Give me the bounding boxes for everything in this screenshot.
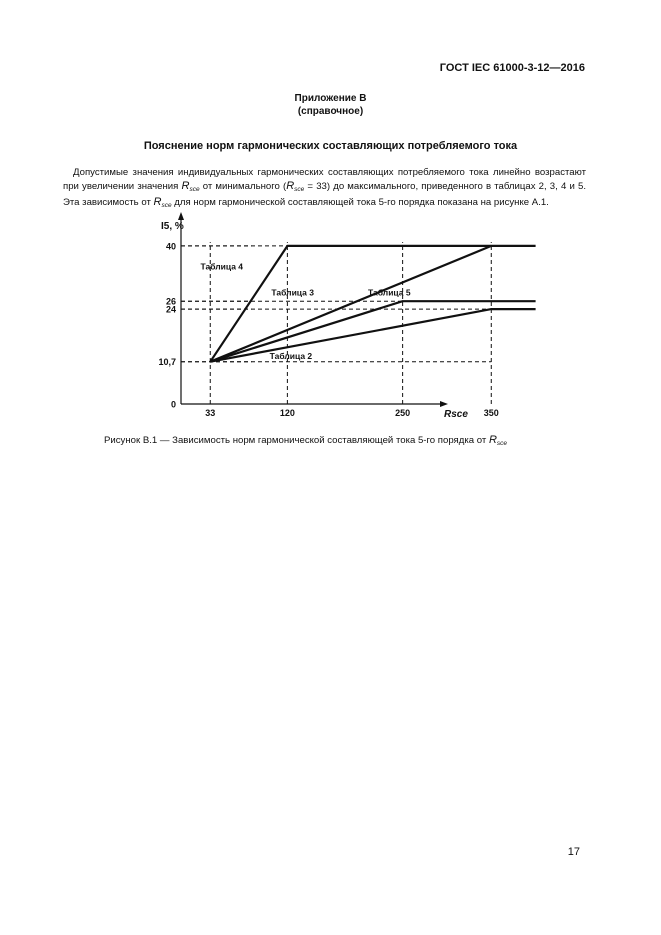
- x-tick-label: 250: [395, 408, 411, 418]
- section-title: Пояснение норм гармонических составляющих потребляемого тока: [143, 140, 518, 152]
- caption-text: Рисунок В.1 — Зависимость норм гармонической составляющей тока 5-го порядка от: [104, 435, 487, 446]
- series-line-1: [210, 246, 535, 362]
- appendix-title: Приложение В: [294, 93, 367, 104]
- paragraph-part-1: Допустимые значения индивидуальных гармонических составляющих потребляемого тока линейно возрастают при увеличении значения: [63, 167, 586, 192]
- paragraph-part-4: для норм гармонической составляющей тока 5-го порядка показана на рисунке А.1.: [174, 197, 549, 209]
- y-tick-label: 24: [165, 304, 176, 315]
- chart-axes: [178, 212, 448, 407]
- y-tick-label: 26: [165, 296, 176, 307]
- chart-ticks: [158, 221, 498, 420]
- series-label-2: Таблица 3: [271, 287, 314, 298]
- series-label-4: Таблица 2: [269, 350, 313, 361]
- chart-series-labels: [201, 262, 411, 361]
- y-tick-label: 10,7: [158, 357, 176, 368]
- r-symbol: $R_{sce}$: [488, 434, 508, 447]
- paragraph-part-2: от минимального (: [202, 180, 287, 192]
- y-tick-label: 0: [170, 399, 176, 410]
- r-symbol: $R_{sce}$: [181, 179, 200, 193]
- figure-caption: [104, 434, 507, 447]
- x-tick-label: 33: [205, 408, 216, 418]
- page-number: 17: [567, 846, 580, 858]
- series-line-4: [210, 309, 535, 362]
- chart-gridlines: [181, 242, 491, 404]
- chart-series: [210, 246, 535, 362]
- appendix-note: (справочное): [297, 106, 364, 117]
- series-line-2: [210, 246, 491, 362]
- x-tick-label: 350: [483, 408, 499, 418]
- standard-number: ГОСТ IEC 61000-3-12—2016: [439, 62, 585, 74]
- body-paragraph: [63, 166, 586, 213]
- series-label-1: Таблица 4: [200, 261, 244, 272]
- paragraph-part-3: = 33) до максимального, приведенного в таблицах 2, 3, 4 и 5. Эта зависимость от: [63, 180, 586, 209]
- r-symbol: $R_{sce}$: [286, 179, 305, 193]
- x-tick-label: 120: [279, 408, 295, 418]
- r-symbol: $R_{sce}$: [153, 196, 172, 210]
- x-axis-arrow: [440, 401, 448, 407]
- series-label-3: Таблица 5: [368, 287, 411, 298]
- y-axis-arrow: [178, 212, 184, 220]
- y-axis-label: I5, %: [161, 221, 184, 232]
- x-axis-label: Rsce: [444, 409, 468, 420]
- y-tick-label: 40: [165, 241, 176, 252]
- series-line-3: [210, 301, 535, 362]
